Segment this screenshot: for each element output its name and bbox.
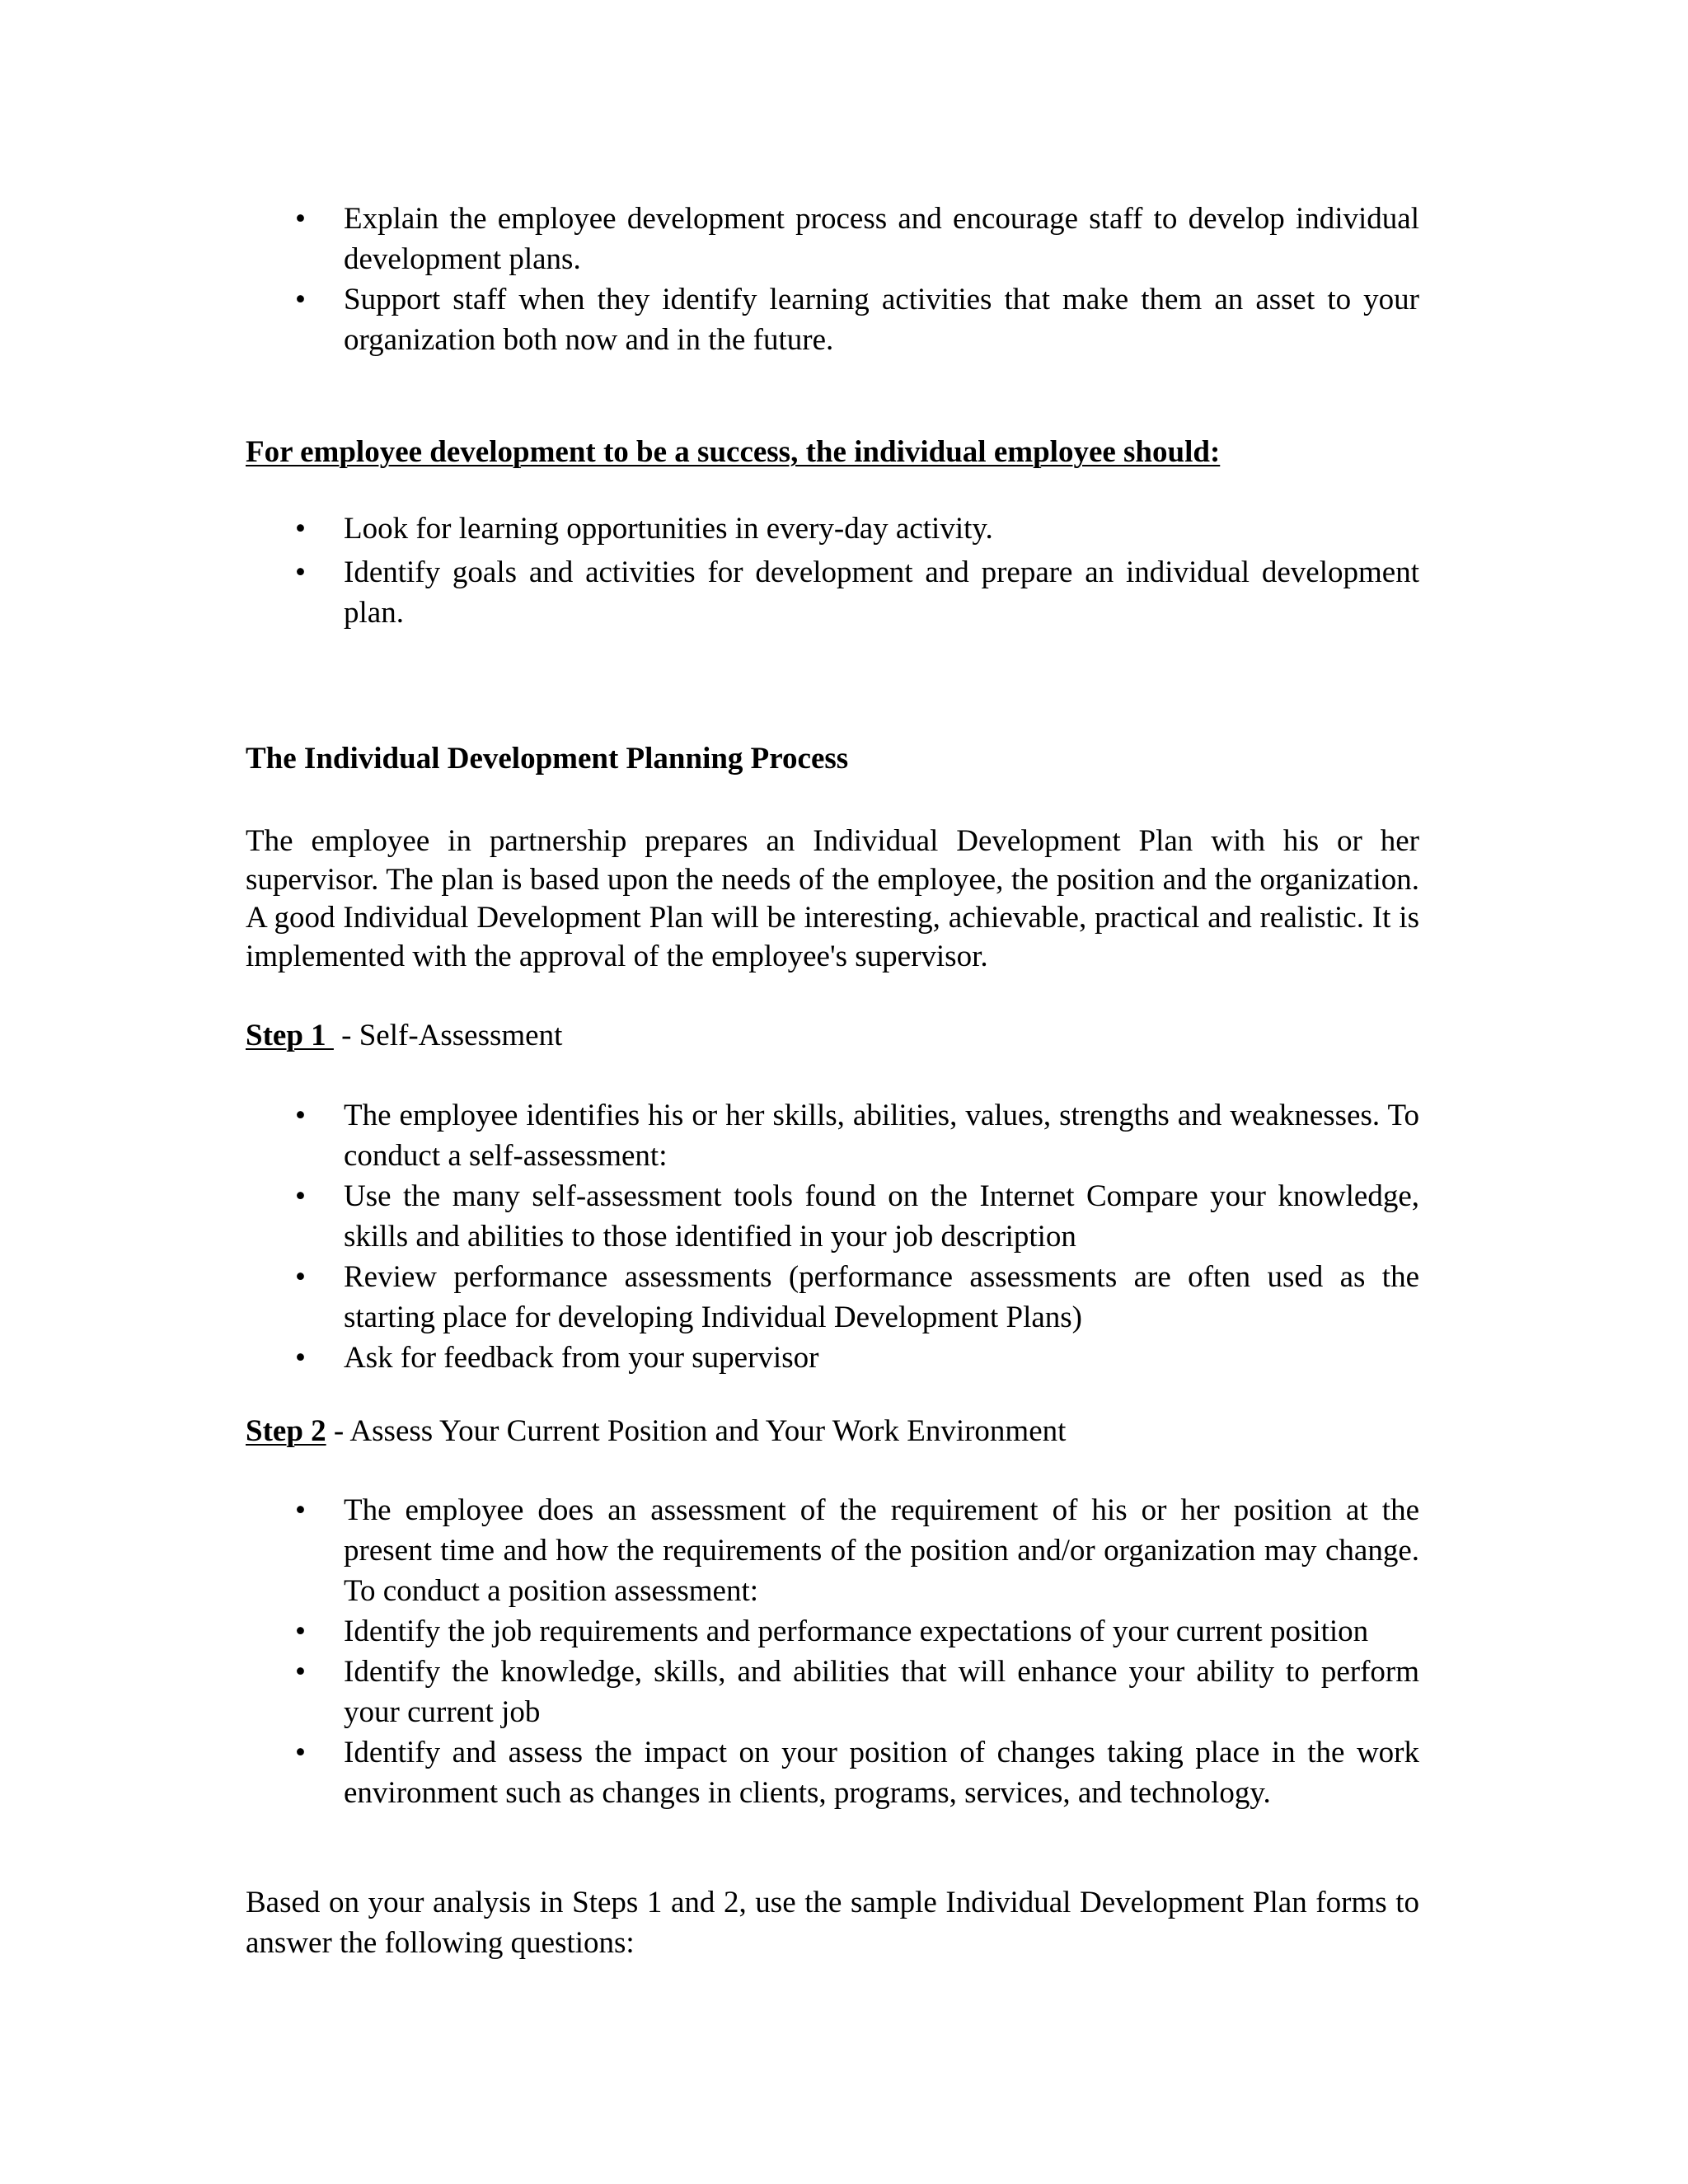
list-item — [246, 509, 1419, 549]
list-item-text: Identify the knowledge, skills, and abilities that will enhance your ability to perform your current job — [344, 1655, 1419, 1729]
list-item-text: Look for learning opportunities in every-day activity. — [344, 512, 993, 546]
bullet-icon: • — [295, 1099, 306, 1132]
closing-paragraph — [246, 1882, 1419, 1963]
list-item — [246, 1490, 1419, 1611]
step1-title: - Self-Assessment — [333, 1019, 563, 1052]
list-item — [246, 1176, 1419, 1257]
list-item — [246, 1652, 1419, 1732]
list-item — [246, 279, 1419, 360]
list-item-text: Support staff when they identify learning activities that make them an asset to your organization both now and in the future. — [344, 283, 1419, 357]
step1-bullet-list — [246, 1095, 1419, 1378]
step2-label: Step 2 — [246, 1414, 326, 1448]
list-item-text: The employee identifies his or her skills, abilities, values, strengths and weaknesses. To conduct a self-assessment: — [344, 1099, 1419, 1173]
list-item — [246, 1257, 1419, 1338]
list-item-text: Identify goals and activities for development and prepare an individual development plan. — [344, 555, 1419, 630]
step2-heading — [246, 1411, 1419, 1451]
employee-success-heading: For employee development to be a success, the individual employee should: — [246, 435, 1221, 469]
list-item-text: Use the many self-assessment tools found on the Internet Compare your knowledge, skills and abilities to those identified in your job description — [344, 1179, 1419, 1254]
step2-title: - Assess Your Current Position and Your Work Environment — [326, 1414, 1067, 1448]
process-paragraph — [246, 823, 1419, 976]
list-item-text: Explain the employee development process and encourage staff to develop individual development plans. — [344, 202, 1419, 276]
list-item — [246, 1095, 1419, 1176]
list-item — [246, 552, 1419, 633]
bullet-icon: • — [295, 555, 306, 589]
bullet-icon: • — [295, 1493, 306, 1527]
list-item-text: Identify and assess the impact on your position of changes taking place in the work environment such as changes in clients, programs, services, and technology. — [344, 1736, 1419, 1810]
process-heading: The Individual Development Planning Process — [246, 742, 849, 776]
bullet-icon: • — [295, 283, 306, 316]
list-item-text: Ask for feedback from your supervisor — [344, 1341, 819, 1375]
list-item — [246, 1611, 1419, 1652]
bullet-icon: • — [295, 512, 306, 546]
list-item — [246, 1732, 1419, 1813]
list-item-text: Review performance assessments (performance assessments are often used as the starting place for developing Individual Development Plans) — [344, 1260, 1419, 1334]
list-item — [246, 199, 1419, 279]
list-item-text: Identify the job requirements and performance expectations of your current position — [344, 1615, 1369, 1648]
step1-label: Step 1 — [246, 1019, 334, 1052]
bullet-icon: • — [295, 1615, 306, 1648]
step1-heading — [246, 1015, 1419, 1056]
bullet-icon: • — [295, 1260, 306, 1294]
list-item-text: The employee does an assessment of the requirement of his or her position at the present time and how the requirements of the position and/or organization may change. To conduct a position assessment: — [344, 1493, 1419, 1608]
list-item — [246, 1338, 1419, 1378]
bullet-icon: • — [295, 1736, 306, 1769]
closing-paragraph-text: Based on your analysis in Steps 1 and 2, use the sample Individual Development Plan forms to answer the following questions: — [246, 1886, 1419, 1960]
intro-bullet-list — [246, 199, 1419, 360]
process-paragraph-text: The employee in partnership prepares an Individual Development Plan with his or her supervisor. The plan is based upon the needs of the employee, the position and the organization. A good Individual Development Plan will be interesting, achievable, practical and realistic. It is implemented with the approval of the employee's supervisor. — [246, 824, 1419, 973]
bullet-icon: • — [295, 1341, 306, 1375]
employee-bullet-list — [246, 509, 1419, 633]
bullet-icon: • — [295, 202, 306, 236]
step2-bullet-list — [246, 1490, 1419, 1813]
bullet-icon: • — [295, 1655, 306, 1689]
bullet-icon: • — [295, 1179, 306, 1213]
